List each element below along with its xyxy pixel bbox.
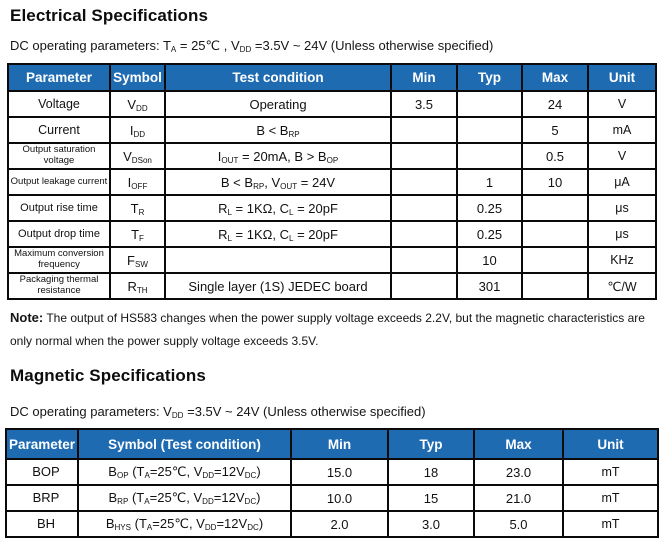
param-cell: Maximum conversion frequency [8,247,110,273]
symbol-condition-cell: $B_{HYS}$ ($T_A=25℃$, $V_{DD}=12V_{DC}$) [78,511,291,537]
param-cell: Output rise time [8,195,110,221]
typ-cell: 15 [388,485,474,511]
col-header-unit: Unit [588,64,656,91]
param-cell: Voltage [8,91,110,117]
max-cell [522,221,588,247]
min-cell [391,117,457,143]
typ-cell: 18 [388,459,474,485]
condition-cell: Single layer (1S) JEDEC board [165,273,391,299]
electrical-specs-title: Electrical Specifications [10,6,209,25]
min-cell [391,273,457,299]
unit-cell: μs [588,221,656,247]
unit-cell: mT [563,459,658,485]
col-header-min: Min [291,429,388,459]
condition-cell: $R_L = 1K\Omega$, $C_L = 20pF$ [165,195,391,221]
typ-cell [457,91,522,117]
max-cell: 5 [522,117,588,143]
table-row-bh [6,511,658,537]
magnetic-operating-conditions: DC operating parameters: $V_{DD} =3.5V$ ~ 24V (Unless otherwise specified) [10,404,426,421]
param-cell: BOP [6,459,78,485]
max-cell: 23.0 [474,459,563,485]
col-header-typ: Typ [388,429,474,459]
symbol-cell: $I_{OFF}$ [110,169,165,195]
max-cell: 10 [522,169,588,195]
unit-cell: μA [588,169,656,195]
max-cell: 5.0 [474,511,563,537]
condition-cell [165,247,391,273]
unit-cell: V [588,91,656,117]
symbol-cell: $F_{SW}$ [110,247,165,273]
table-row-current [8,117,656,143]
symbol-cell: $V_{DD}$ [110,91,165,117]
col-header-typ: Typ [457,64,522,91]
param-cell: Output leakage current [8,169,110,195]
col-header-unit: Unit [563,429,658,459]
max-cell: 0.5 [522,143,588,169]
typ-cell: 301 [457,273,522,299]
note-label: Note: [10,310,44,325]
min-cell [391,143,457,169]
note-paragraph [10,306,658,352]
col-header-symbol: Symbol [110,64,165,91]
table-row-output-leakage-current [8,169,656,195]
typ-cell: 0.25 [457,221,522,247]
condition-cell: $B < B_{RP}$ [165,117,391,143]
table-row-voltage [8,91,656,117]
min-cell: 3.5 [391,91,457,117]
param-cell: Output drop time [8,221,110,247]
condition-cell: $B < B_{RP}$, $V_{OUT} = 24V$ [165,169,391,195]
min-cell: 2.0 [291,511,388,537]
note-text: The output of HS583 changes when the power supply voltage exceeds 2.2V, but the magnetic characteristics are only normal when the power supply voltage exceeds 3.5V. [10,311,645,349]
min-cell: 10.0 [291,485,388,511]
symbol-cell: $V_{DSon}$ [110,143,165,169]
symbol-cell: $T_F$ [110,221,165,247]
param-cell: Current [8,117,110,143]
symbol-cell: $T_R$ [110,195,165,221]
max-cell [522,273,588,299]
magnetic-specs-title: Magnetic Specifications [10,366,206,385]
condition-cell: $I_{OUT} = 20mA$, $B > B_{OP}$ [165,143,391,169]
col-header-parameter: Parameter [8,64,110,91]
table-row-packaging-thermal-resistance [8,273,656,299]
typ-cell [457,143,522,169]
unit-cell: mA [588,117,656,143]
unit-cell: μs [588,195,656,221]
typ-cell: 10 [457,247,522,273]
unit-cell: mT [563,511,658,537]
col-header-min: Min [391,64,457,91]
col-header-max: Max [474,429,563,459]
magnetic-specs-table [5,428,659,538]
condition-cell: Operating [165,91,391,117]
min-cell: 15.0 [291,459,388,485]
param-cell: BH [6,511,78,537]
param-cell: Packaging thermal resistance [8,273,110,299]
electrical-operating-conditions: DC operating parameters: $T_A$ = 25℃ , $V_{DD} =3.5V$ ~ 24V (Unless otherwise specified) [10,38,494,55]
typ-cell: 0.25 [457,195,522,221]
param-cell: Output saturation voltage [8,143,110,169]
table-row-bop [6,459,658,485]
table-row-output-saturation-voltage [8,143,656,169]
max-cell: 21.0 [474,485,563,511]
table-row-output-rise-time [8,195,656,221]
min-cell [391,195,457,221]
min-cell [391,247,457,273]
table-row-output-drop-time [8,221,656,247]
table-row-max-conversion-frequency [8,247,656,273]
unit-cell: V [588,143,656,169]
max-cell: 24 [522,91,588,117]
col-header-max: Max [522,64,588,91]
col-header-symbol-test-condition: Symbol (Test condition) [78,429,291,459]
col-header-parameter: Parameter [6,429,78,459]
min-cell [391,169,457,195]
table-row-brp [6,485,658,511]
electrical-specs-table [7,63,657,300]
min-cell [391,221,457,247]
unit-cell: ℃/W [588,273,656,299]
electrical-header-row [8,64,656,91]
symbol-cell: $I_{DD}$ [110,117,165,143]
unit-cell: KHz [588,247,656,273]
unit-cell: mT [563,485,658,511]
symbol-condition-cell: $B_{RP}$ ($T_A=25℃$, $V_{DD}=12V_{DC}$) [78,485,291,511]
max-cell [522,247,588,273]
typ-cell: 3.0 [388,511,474,537]
max-cell [522,195,588,221]
param-cell: BRP [6,485,78,511]
magnetic-header-row [6,429,658,459]
condition-cell: $R_L = 1K\Omega$, $C_L = 20pF$ [165,221,391,247]
typ-cell: 1 [457,169,522,195]
symbol-condition-cell: $B_{OP}$ ($T_A=25℃$, $V_{DD}=12V_{DC}$) [78,459,291,485]
symbol-cell: $R_{TH}$ [110,273,165,299]
typ-cell [457,117,522,143]
col-header-test-condition: Test condition [165,64,391,91]
